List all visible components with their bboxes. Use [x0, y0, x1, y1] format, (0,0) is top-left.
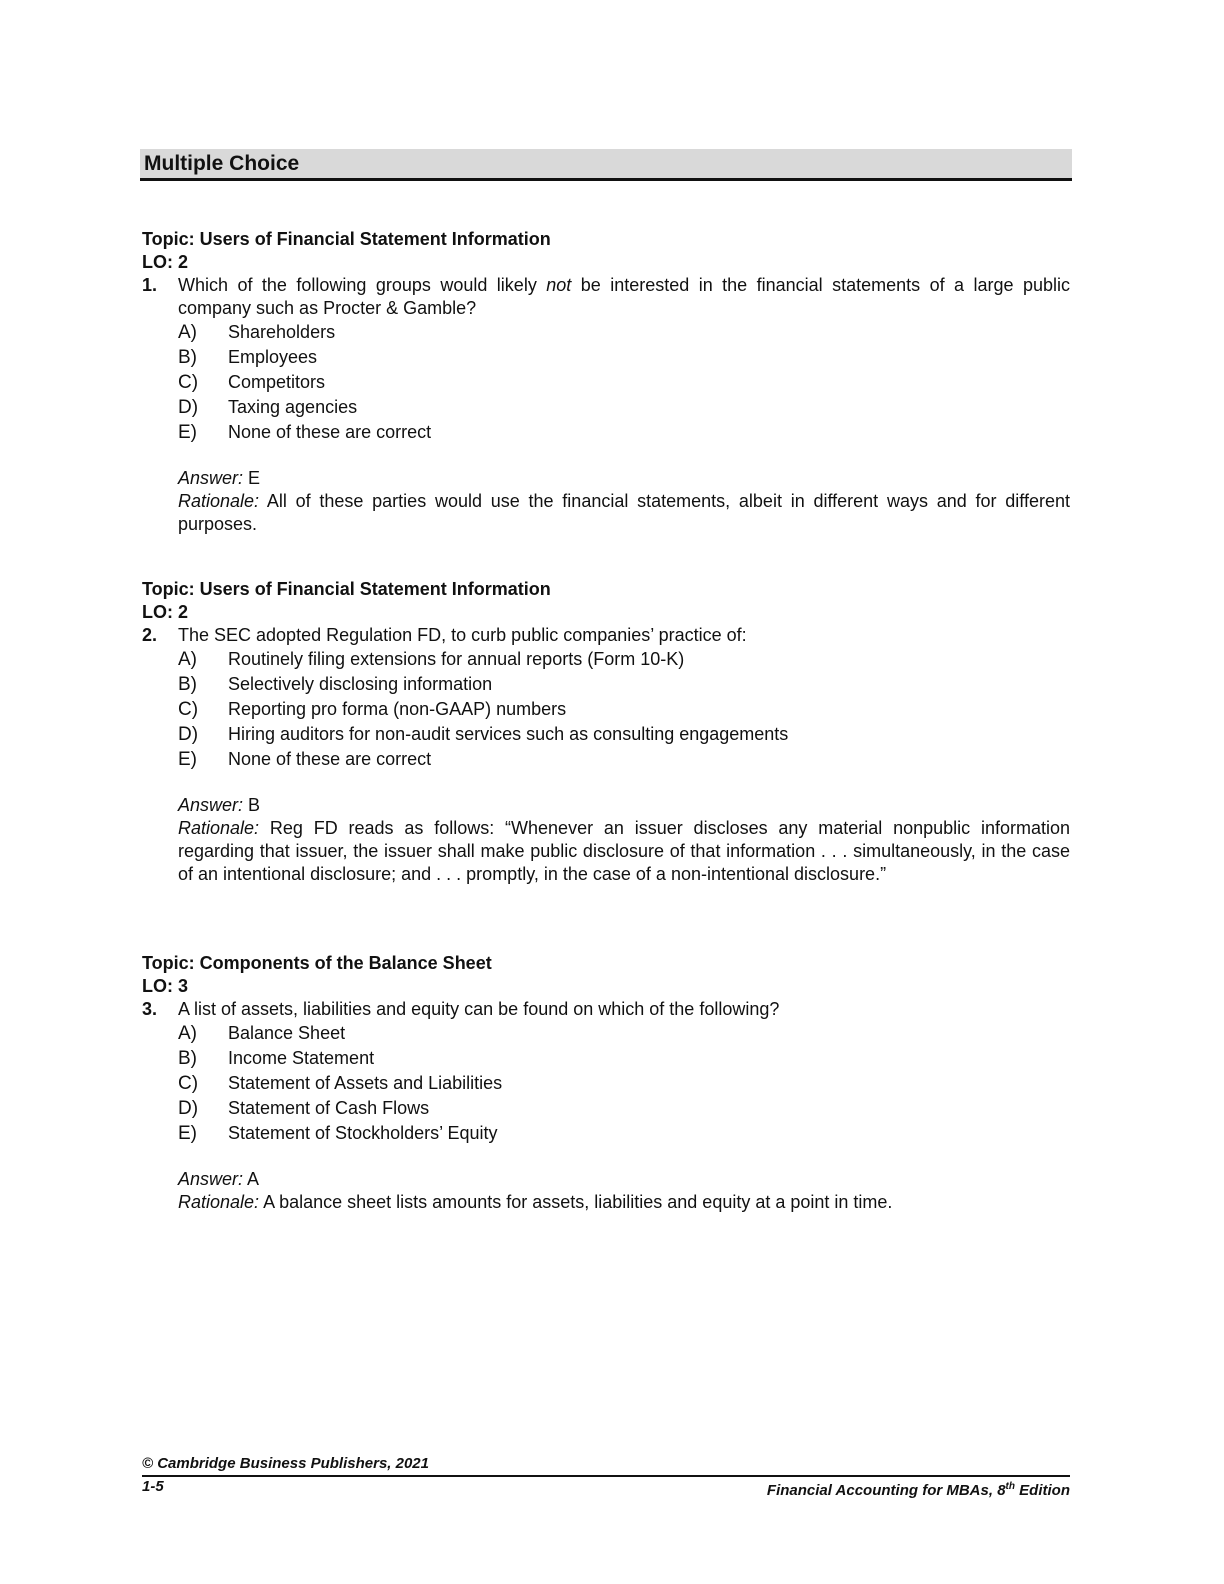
answer-options [178, 1021, 1070, 1146]
question-number: 1. [142, 275, 158, 295]
option-e: E) Statement of Stockholders’ Equity [178, 1123, 498, 1144]
option-c: C) Reporting pro forma (non-GAAP) numbers [178, 699, 567, 720]
answer: Answer: E [178, 468, 261, 488]
book-title: Financial Accounting for MBAs, 8th Edition [766, 1481, 1070, 1499]
answer-options [178, 320, 1070, 445]
page-number: 1-5 [142, 1478, 164, 1495]
learning-objective: LO: 3 [142, 976, 189, 996]
option-d: D) Taxing agencies [178, 397, 358, 418]
question-3 [142, 952, 1070, 1214]
question-stem [142, 274, 1070, 320]
answer-block [178, 794, 1070, 886]
section-header [140, 149, 1072, 181]
question-number: 3. [142, 999, 158, 1019]
option-a: A) Shareholders [178, 322, 336, 343]
option-b: B) Selectively disclosing information [178, 674, 493, 695]
answer-block [178, 1168, 1070, 1214]
rationale: Rationale: All of these parties would use the financial statements, albeit in different ways and for different purposes. [178, 491, 1070, 534]
answer: Answer: A [178, 1169, 260, 1189]
question-number: 2. [142, 625, 158, 645]
question-topic: Topic: Users of Financial Statement Information [142, 229, 551, 249]
option-d: D) Statement of Cash Flows [178, 1098, 430, 1119]
footer-row [142, 1477, 1070, 1501]
option-a: A) Balance Sheet [178, 1023, 346, 1044]
question-topic: Topic: Users of Financial Statement Information [142, 579, 551, 599]
option-d: D) Hiring auditors for non-audit services such as consulting engagements [178, 724, 789, 745]
rationale: Rationale: A balance sheet lists amounts for assets, liabilities and equity at a point in time. [178, 1192, 893, 1212]
question-1 [142, 228, 1070, 536]
option-c: C) Competitors [178, 372, 326, 393]
answer-options [178, 647, 1070, 772]
option-c: C) Statement of Assets and Liabilities [178, 1073, 503, 1094]
question-text: A list of assets, liabilities and equity can be found on which of the following? [178, 999, 780, 1019]
question-text: The SEC adopted Regulation FD, to curb public companies’ practice of: [178, 625, 747, 645]
page-footer [142, 1455, 1070, 1501]
emphasis-text: not [546, 275, 572, 295]
copyright: © Cambridge Business Publishers, 2021 [142, 1455, 429, 1472]
learning-objective: LO: 2 [142, 602, 189, 622]
question-stem [142, 998, 1070, 1021]
question-text: Which of the following groups would likely not be interested in the financial statements of a large public company such as Procter & Gamble? [178, 275, 1070, 318]
question-stem [142, 624, 1070, 647]
option-b: B) Income Statement [178, 1048, 375, 1069]
question-topic: Topic: Components of the Balance Sheet [142, 953, 492, 973]
rationale: Rationale: Reg FD reads as follows: “Whenever an issuer discloses any material nonpublic information regarding that issuer, the issuer shall make public disclosure of that information . . . simultaneously, in the case of an intentional disclosure; and . . . promptly, in the case of a non-intentional disclosure.” [178, 818, 1070, 884]
option-a: A) Routinely filing extensions for annual reports (Form 10-K) [178, 649, 685, 670]
learning-objective: LO: 2 [142, 252, 189, 272]
option-e: E) None of these are correct [178, 422, 432, 443]
section-title: Multiple Choice [144, 152, 300, 175]
option-b: B) Employees [178, 347, 318, 368]
answer-block [178, 467, 1070, 536]
option-e: E) None of these are correct [178, 749, 432, 770]
question-2 [142, 578, 1070, 886]
answer: Answer: B [178, 795, 261, 815]
